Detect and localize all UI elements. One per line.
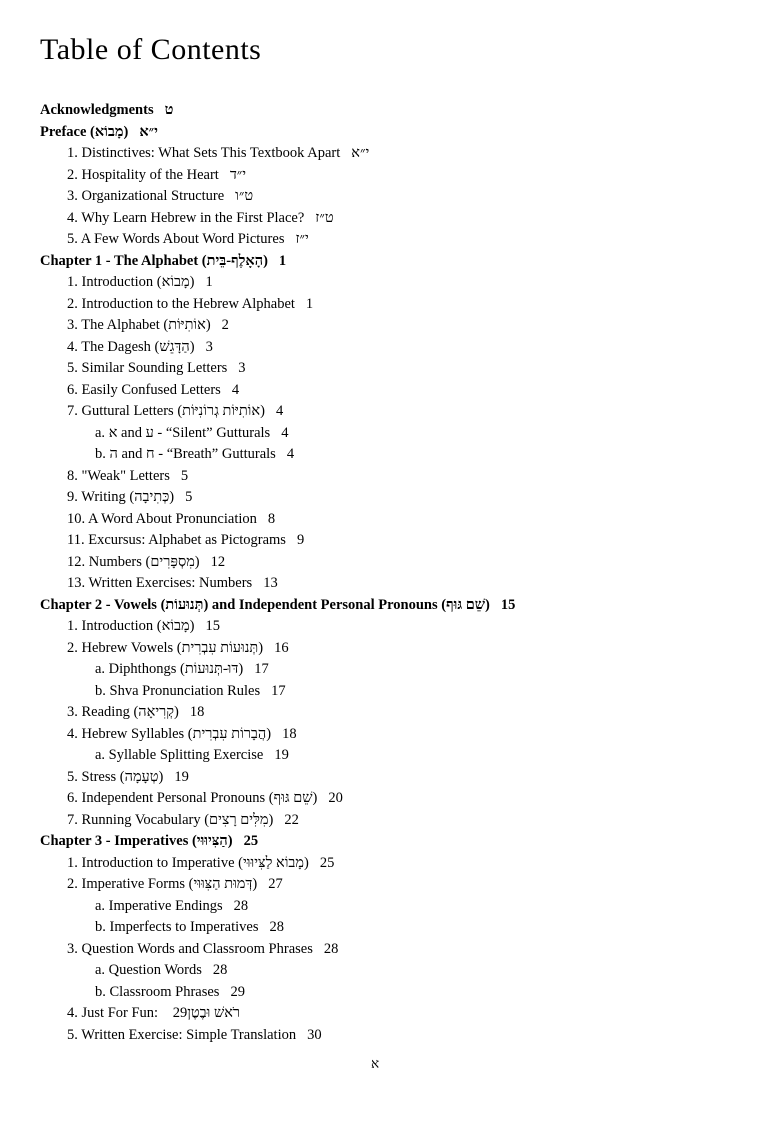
toc-entry[interactable] bbox=[40, 487, 752, 509]
toc-entry-page: 3 bbox=[238, 360, 246, 376]
toc-entry-page: 2 bbox=[221, 317, 229, 333]
toc-entry-label: b. Imperfects to Imperatives bbox=[95, 919, 259, 935]
toc-entry-page: 5 bbox=[180, 467, 189, 484]
toc-entry-page: 20 bbox=[328, 790, 343, 806]
page-number-footer: א bbox=[370, 1056, 380, 1071]
page-title: Table of Contents bbox=[40, 33, 262, 66]
toc-entry[interactable] bbox=[40, 358, 752, 380]
toc-entry-page: ט״ו bbox=[235, 188, 254, 204]
toc-entry[interactable] bbox=[40, 272, 752, 294]
toc-entry-page: 12 bbox=[210, 553, 226, 570]
toc-entry[interactable] bbox=[40, 380, 752, 402]
toc-entry-page: 17 bbox=[254, 661, 269, 677]
toc-entry-label: 1. Distinctives: What Sets This Textbook Apart bbox=[67, 145, 341, 161]
toc-entry[interactable] bbox=[40, 466, 752, 488]
toc-entry-page: 4 bbox=[275, 403, 284, 419]
toc-entry-page: 25 bbox=[319, 854, 335, 871]
toc-entry-label: a. Diphthongs (דּוּ-תְּנוּעוֹת) bbox=[95, 661, 244, 677]
toc-entry-page: 17 bbox=[271, 682, 286, 699]
toc-entry-page: 16 bbox=[274, 639, 289, 656]
toc-entry-page: 5 bbox=[185, 489, 193, 505]
toc-entry-page: 4 bbox=[286, 446, 295, 462]
toc-entry-label: 3. The Alphabet (אוֹתִיּוֹת) bbox=[67, 317, 211, 333]
toc-entry[interactable] bbox=[40, 616, 752, 638]
toc-entry-page: 18 bbox=[282, 725, 297, 742]
toc-entry[interactable] bbox=[40, 831, 752, 853]
toc-entry-label: 4. The Dagesh (הַדָּגֵשׁ) bbox=[67, 338, 195, 355]
toc-entry-label: 6. Independent Personal Pronouns (שֵׁם גּוּף) bbox=[67, 790, 318, 806]
toc-entry[interactable] bbox=[40, 165, 752, 187]
toc-entry[interactable] bbox=[40, 595, 752, 617]
toc-entry-label: a. Imperative Endings bbox=[95, 897, 223, 914]
toc-entry-label: 6. Easily Confused Letters bbox=[67, 381, 221, 398]
toc-entry-page: 13 bbox=[263, 575, 278, 591]
toc-entry-page: 29 bbox=[230, 983, 245, 1000]
toc-entry[interactable] bbox=[40, 143, 752, 165]
toc-entry[interactable] bbox=[40, 724, 752, 746]
toc-entry-label: 5. Written Exercise: Simple Translation bbox=[67, 1026, 297, 1043]
toc-entry-page: ט״ז bbox=[315, 209, 334, 226]
toc-entry-page: 28 bbox=[323, 940, 339, 957]
toc-entry[interactable] bbox=[40, 444, 752, 466]
toc-entry[interactable] bbox=[40, 337, 752, 359]
toc-entry-label: 2. Introduction to the Hebrew Alphabet bbox=[67, 295, 295, 312]
toc-list bbox=[40, 100, 752, 1046]
toc-entry-page: ט bbox=[164, 102, 174, 118]
toc-entry-label: 7. Running Vocabulary (מִלִּים רָצִים) bbox=[67, 811, 274, 828]
toc-entry[interactable] bbox=[40, 659, 752, 681]
toc-entry[interactable] bbox=[40, 896, 752, 918]
toc-entry-page: 18 bbox=[189, 704, 205, 720]
toc-entry-label: 13. Written Exercises: Numbers bbox=[67, 575, 253, 591]
toc-entry[interactable] bbox=[40, 767, 752, 789]
toc-entry[interactable] bbox=[40, 509, 752, 531]
toc-entry-label: 9. Writing (כְּתִיבָה) bbox=[67, 489, 175, 505]
toc-entry-page: 27 bbox=[268, 876, 283, 892]
toc-entry-page: 4 bbox=[281, 424, 289, 441]
toc-entry-page: י״ד bbox=[229, 166, 247, 183]
toc-entry-page: 28 bbox=[233, 897, 249, 914]
toc-entry[interactable] bbox=[40, 1025, 752, 1047]
toc-entry[interactable] bbox=[40, 552, 752, 574]
toc-entry[interactable] bbox=[40, 702, 752, 724]
toc-entry-label: b. Shva Pronunciation Rules bbox=[95, 682, 261, 699]
toc-entry[interactable] bbox=[40, 960, 752, 982]
toc-entry-page: 1 bbox=[205, 274, 213, 290]
toc-entry-label: a. א and ע - “Silent” Gutturals bbox=[95, 424, 271, 441]
toc-entry-page: 28 bbox=[269, 919, 284, 935]
toc-entry-label: 4. Why Learn Hebrew in the First Place? bbox=[67, 209, 305, 226]
toc-entry[interactable] bbox=[40, 315, 752, 337]
toc-entry-label: 2. Hospitality of the Heart bbox=[67, 166, 219, 183]
toc-entry-label: Chapter 2 - Vowels (תְּנוּעוֹת) and Independent Personal Pronouns (שֵׁם גּוּף) bbox=[40, 596, 490, 613]
toc-entry[interactable] bbox=[40, 853, 752, 875]
toc-entry-label: a. Syllable Splitting Exercise bbox=[95, 747, 264, 763]
toc-entry-page: 1 bbox=[278, 252, 287, 269]
toc-entry[interactable] bbox=[40, 122, 752, 144]
toc-entry-label: Chapter 3 - Imperatives (הַצִּיוּוּי) bbox=[40, 833, 233, 849]
toc-entry-label: 2. Imperative Forms (דְּמוּת הַצִּוּוּי) bbox=[67, 876, 258, 892]
toc-entry-page: 3 bbox=[205, 338, 213, 355]
toc-entry-label: a. Question Words bbox=[95, 962, 202, 978]
toc-entry-label: 3. Reading (קְרִיאָה) bbox=[67, 704, 179, 720]
toc-entry-label: 4. Hebrew Syllables (הֲבָרוֹת עִבְרִית) bbox=[67, 725, 272, 742]
toc-entry-page: 8 bbox=[267, 510, 276, 527]
toc-entry-page: 19 bbox=[274, 747, 289, 763]
toc-entry-page: 19 bbox=[174, 768, 189, 785]
toc-entry-label: 3. Organizational Structure bbox=[67, 188, 225, 204]
toc-entry-page: 15 bbox=[500, 596, 516, 613]
toc-entry[interactable] bbox=[40, 573, 752, 595]
toc-entry-label: b. ה and ח - “Breath” Gutturals bbox=[95, 446, 276, 462]
toc-entry-page: 4 bbox=[231, 381, 240, 398]
toc-entry-page: 1 bbox=[305, 295, 314, 312]
toc-entry-page: 25 bbox=[243, 833, 259, 849]
toc-entry[interactable] bbox=[40, 917, 752, 939]
toc-entry-label: 7. Guttural Letters (אוֹתִיּוֹת גְרוֹנִיּוֹת) bbox=[67, 403, 265, 419]
toc-entry[interactable] bbox=[40, 939, 752, 961]
toc-entry-page: י״א bbox=[351, 145, 370, 161]
toc-entry-page: 28 bbox=[212, 962, 228, 978]
toc-entry[interactable] bbox=[40, 810, 752, 832]
toc-entry[interactable] bbox=[40, 788, 752, 810]
toc-entry-label: Chapter 1 - The Alphabet (הָאָלֶף-בֵּית) bbox=[40, 252, 268, 269]
toc-entry-page: 29 bbox=[172, 1005, 188, 1021]
toc-entry[interactable] bbox=[40, 401, 752, 423]
toc-entry[interactable] bbox=[40, 745, 752, 767]
toc-entry[interactable] bbox=[40, 100, 752, 122]
toc-entry-label: 5. A Few Words About Word Pictures bbox=[67, 231, 285, 247]
toc-entry-label: Acknowledgments bbox=[40, 102, 154, 118]
toc-entry-page: 15 bbox=[205, 618, 220, 634]
toc-entry-label: 1. Introduction (מָבוֹא) bbox=[67, 274, 195, 290]
toc-entry-label: 11. Excursus: Alphabet as Pictograms bbox=[67, 532, 286, 548]
toc-entry[interactable] bbox=[40, 294, 752, 316]
toc-entry[interactable] bbox=[40, 251, 752, 273]
toc-entry-label: 3. Question Words and Classroom Phrases bbox=[67, 940, 313, 957]
toc-entry-page: י״א bbox=[139, 123, 158, 140]
toc-entry-label: b. Classroom Phrases bbox=[95, 983, 220, 1000]
toc-entry-label: 8. "Weak" Letters bbox=[67, 467, 170, 484]
toc-entry-label: 1. Introduction (מָבוֹא) bbox=[67, 618, 195, 634]
toc-entry[interactable] bbox=[40, 1003, 752, 1025]
toc-entry[interactable] bbox=[40, 186, 752, 208]
toc-entry-label: Preface (מָבוֹא) bbox=[40, 123, 129, 140]
toc-entry[interactable] bbox=[40, 208, 752, 230]
toc-entry[interactable] bbox=[40, 229, 752, 251]
toc-entry-label: 12. Numbers (מִסְפָּרִים) bbox=[67, 553, 200, 570]
toc-entry-label: 5. Similar Sounding Letters bbox=[67, 360, 228, 376]
toc-entry-page: 22 bbox=[284, 811, 299, 828]
toc-entry[interactable] bbox=[40, 638, 752, 660]
toc-entry[interactable] bbox=[40, 681, 752, 703]
toc-entry[interactable] bbox=[40, 530, 752, 552]
toc-entry-page: 9 bbox=[296, 532, 305, 548]
toc-entry-label: 1. Introduction to Imperative (מָבוֹא לַצִּיוּוּי) bbox=[67, 854, 309, 871]
toc-entry[interactable] bbox=[40, 982, 752, 1004]
toc-entry[interactable] bbox=[40, 874, 752, 896]
toc-entry-label: 4. Just For Fun: רֹאשׁ וּבֶטֶן bbox=[67, 1005, 241, 1021]
toc-entry-page: י״ז bbox=[295, 231, 309, 247]
toc-entry-label: 2. Hebrew Vowels (תְּנוּעוֹת עִבְרִית) bbox=[67, 639, 264, 656]
toc-entry-label: 10. A Word About Pronunciation bbox=[67, 510, 257, 527]
toc-entry-label: 5. Stress (טְעָמָה) bbox=[67, 768, 164, 785]
toc-entry-page: 30 bbox=[307, 1026, 322, 1043]
toc-entry[interactable] bbox=[40, 423, 752, 445]
